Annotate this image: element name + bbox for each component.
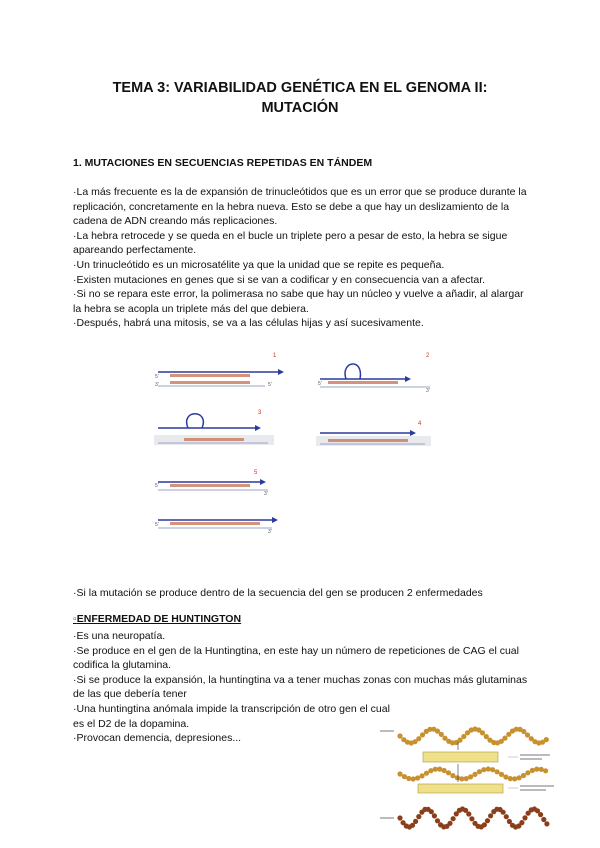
huntington-heading: [73, 613, 241, 625]
protein-bead: [501, 810, 506, 815]
panel-number: 3: [258, 410, 262, 416]
protein-bead: [538, 812, 543, 817]
protein-bead: [420, 773, 425, 778]
protein-bead: [397, 815, 402, 820]
protein-bead: [541, 817, 546, 822]
protein-bead: [457, 738, 462, 743]
protein-bead: [442, 768, 447, 773]
protein-bead: [543, 768, 548, 773]
protein-bead: [486, 766, 491, 771]
protein-bead: [468, 774, 473, 779]
huntington-paragraph: ·Provocan demencia, depresiones...: [73, 732, 242, 745]
panel-number: 2: [426, 353, 430, 359]
huntington-heading-text: ENFERMEDAD DE HUNTINGTON: [76, 613, 242, 625]
panel-6: [155, 517, 278, 535]
intro-paragraph: ·Después, habrá una mitosis, se va a las células hijas y así sucesivamente.: [73, 317, 424, 330]
intro-paragraph: ·Un trinucleótido es un microsatélite ya que la unidad que se repite es pequeña.: [73, 258, 445, 271]
intro-paragraph: ·Si no se repara este error, la polimerasa no sabe que hay un núcleo y vuelve a añadir, al alargar la hebra se acopla un triplete más del que debiera.: [73, 288, 524, 315]
protein-bead: [466, 811, 471, 816]
protein-bead: [437, 767, 442, 772]
panel-2: [318, 353, 430, 394]
protein-bead: [485, 818, 490, 823]
panel-5: [155, 470, 268, 497]
end-label: 5': [268, 382, 272, 388]
protein-bead: [455, 775, 460, 780]
protein-bead: [544, 737, 549, 742]
protein-bead: [495, 769, 500, 774]
protein-bead: [416, 814, 421, 819]
protein-bead: [522, 815, 527, 820]
protein-bead: [416, 736, 421, 741]
protein-bead: [480, 730, 485, 735]
protein-bead: [512, 776, 517, 781]
protein-bead: [461, 734, 466, 739]
end-label: 5': [318, 381, 322, 387]
protein-bead: [519, 820, 524, 825]
panel-3: [154, 410, 274, 445]
protein-bead: [530, 768, 535, 773]
huntington-paragraph: ·Se produce en el gen de la Huntingtina, en este hay un número de repeticiones de CAG el cual codifica la glutamina.: [73, 644, 519, 672]
end-label: 5': [155, 374, 159, 380]
protein-bead: [504, 814, 509, 819]
protein-bead: [435, 818, 440, 823]
protein-bead: [517, 775, 522, 780]
protein-bead: [446, 770, 451, 775]
panel-number: 5: [254, 470, 258, 476]
end-label: 3': [426, 388, 430, 394]
protein-bead: [439, 732, 444, 737]
protein-bead: [482, 822, 487, 827]
protein-bead: [481, 767, 486, 772]
protein-bead: [397, 733, 402, 738]
protein-bead: [525, 770, 530, 775]
protein-bead: [525, 732, 530, 737]
protein-bead: [411, 776, 416, 781]
protein-bead: [502, 736, 507, 741]
panel-1: [155, 353, 284, 388]
mutation-line: ·Si la mutación se produce dentro de la secuencia del gen se producen 2 enfermedades: [73, 587, 483, 599]
huntington-paragraph: ·Una huntingtina anómala impide la transcripción de otro gen el cual es el D2 de la dopamina.: [73, 702, 390, 730]
protein-bead: [447, 821, 452, 826]
panel-4: [316, 421, 431, 446]
protein-bead: [415, 775, 420, 780]
protein-bead: [424, 771, 429, 776]
end-label: 3': [264, 491, 268, 497]
page-title: [60, 78, 540, 118]
protein-bead: [469, 816, 474, 821]
end-label: 5': [155, 483, 159, 489]
huntington-paragraph: ·Es una neuropatía.: [73, 630, 166, 642]
intro-paragraph: ·La más frecuente es la de expansión de trinucleótidos que es un error que se produce durante la replicación, concretamente en la hebra nueva. Esto se debe a que hay un deslizamiento de la cadena de ADN creando más replicaciones.: [73, 186, 527, 228]
protein-bead: [413, 819, 418, 824]
protein-bead: [499, 772, 504, 777]
protein-bead: [432, 813, 437, 818]
domain-box: [418, 784, 503, 793]
end-label: 3': [155, 382, 159, 388]
protein-bead: [488, 813, 493, 818]
end-label: 3': [268, 529, 272, 535]
intro-paragraph: ·Existen mutaciones en genes que si se van a codificar y en consecuencia van a afectar.: [73, 273, 486, 286]
protein-bead: [429, 809, 434, 814]
panel-number: 1: [273, 353, 277, 359]
bullet-icon: ▫: [73, 613, 77, 625]
huntington-paragraph: ·Si se produce la expansión, la huntingtina va a tener muchas zonas con muchas más glutaminas de las que debería tener: [73, 673, 528, 701]
protein-chain: [397, 726, 549, 829]
protein-bead: [451, 816, 456, 821]
title-line-1: TEMA 3: VARIABILIDAD GENÉTICA EN EL GENOMA II:: [112, 80, 488, 96]
protein-bead: [490, 767, 495, 772]
domain-box: [423, 752, 498, 762]
intro-paragraph: ·La hebra retrocede y se queda en el bucle un triplete pero a pesar de esto, la hebra se sigue apareando perfectamente.: [73, 229, 508, 257]
intro-text: [73, 185, 533, 331]
protein-bead: [397, 771, 402, 776]
protein-bead: [450, 773, 455, 778]
panel-number: 4: [418, 421, 422, 427]
huntingtin-figure: [378, 722, 568, 842]
slippage-figure: [150, 345, 450, 535]
protein-bead: [544, 821, 549, 826]
protein-bead: [406, 776, 411, 781]
section-heading: 1. MUTACIONES EN SECUENCIAS REPETIDAS EN TÁNDEM: [73, 157, 373, 169]
title-line-2: MUTACIÓN: [261, 100, 339, 116]
protein-bead: [521, 773, 526, 778]
end-label: 5': [155, 522, 159, 528]
protein-bead: [472, 772, 477, 777]
